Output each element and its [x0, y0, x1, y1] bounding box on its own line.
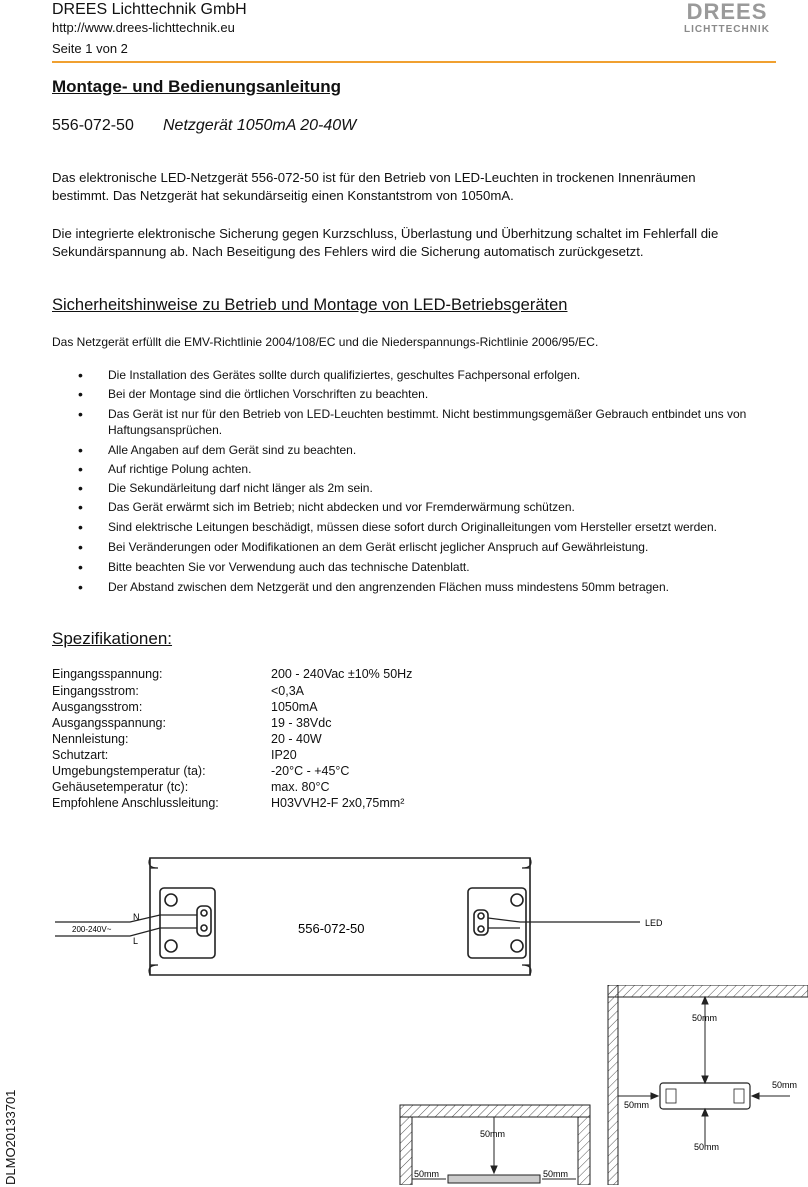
list-item: • Alle Angaben auf dem Gerät sind zu beachten.	[78, 442, 778, 458]
spec-label: Nennleistung:	[52, 732, 129, 746]
intro-paragraph-1: Das elektronische LED-Netzgerät 556-072-50 ist für den Betrieb von LED-Leuchten in trockenen Innenräumen bestimmt. Das Netzgerät hat sekundärseitig einen Konstantstrom von 1050mA.	[52, 170, 696, 203]
spec-label: Ausgangsspannung:	[52, 716, 166, 730]
safety-heading: Sicherheitshinweise zu Betrieb und Montage von LED-Betriebsgeräten	[52, 296, 568, 314]
spec-label: Schutzart:	[52, 748, 109, 762]
device-label: 556-072-50	[298, 921, 365, 936]
page-title: Montage- und Bedienungsanleitung	[52, 77, 341, 96]
page-number: Seite 1 von 2	[52, 41, 128, 56]
list-item: • Das Gerät erwärmt sich im Betrieb; nicht abdecken und vor Fremderwärmung schützen.	[78, 499, 778, 515]
distance-left-label: 50mm	[624, 1100, 650, 1110]
spec-value: 200 - 240Vac ±10% 50Hz	[271, 667, 413, 681]
list-item: • Bei Veränderungen oder Modifikationen an dem Gerät erlischt jeglicher Anspruch auf Gewährleistung.	[78, 539, 778, 555]
distance-ceiling-label: 50mm	[480, 1129, 506, 1139]
distance-wall-left-label: 50mm	[414, 1169, 440, 1179]
spec-value: IP20	[271, 748, 297, 762]
spec-value: max. 80°C	[271, 780, 330, 794]
company-name: DREES Lichttechnik GmbH	[52, 1, 247, 18]
list-item: • Das Gerät ist nur für den Betrieb von LED-Leuchten bestimmt. Nicht bestimmungsgemäßer Gebrauch entbindet uns von Haftungsansprüchen.	[78, 406, 778, 438]
list-item: • Bei der Montage sind die örtlichen Vorschriften zu beachten.	[78, 386, 778, 402]
distance-top-label: 50mm	[692, 1013, 718, 1023]
spec-label: Gehäusetemperatur (tc):	[52, 780, 189, 794]
spec-value: 1050mA	[271, 700, 318, 714]
company-url[interactable]: http://www.drees-lichttechnik.eu	[52, 20, 235, 35]
product-name: Netzgerät 1050mA 20-40W	[163, 117, 357, 134]
spec-value: 20 - 40W	[271, 732, 322, 746]
list-item: • Bitte beachten Sie vor Verwendung auch das technische Datenblatt.	[78, 559, 778, 575]
list-item: • Sind elektrische Leitungen beschädigt, müssen diese sofort durch Originalleitungen vom Hersteller ersetzt werden.	[78, 519, 778, 535]
line-label: L	[133, 936, 139, 946]
spec-label: Eingangsspannung:	[52, 667, 163, 681]
product-number: 556-072-50	[52, 117, 134, 134]
spec-value: -20°C - +45°C	[271, 764, 350, 778]
directive-text: Das Netzgerät erfüllt die EMV-Richtlinie 2004/108/EC und die Niederspannungs-Richtlinie 2006/95/EC.	[52, 335, 599, 349]
list-item: • Die Sekundärleitung darf nicht länger als 2m sein.	[78, 480, 778, 496]
led-output-label: LED	[645, 918, 663, 928]
safety-list	[78, 367, 778, 595]
list-item: • Auf richtige Polung achten.	[78, 461, 778, 477]
distance-wall-right-label: 50mm	[543, 1169, 569, 1179]
spec-value: 19 - 38Vdc	[271, 716, 332, 730]
intro-paragraph-2: Die integrierte elektronische Sicherung gegen Kurzschluss, Überlastung und Überhitzung schaltet im Fehlerfall die Sekundärspannung ab. Nach Beseitigung des Fehlers wird die Sicherung automatisch zurückgesetzt.	[52, 226, 719, 259]
header-divider	[52, 61, 776, 63]
spec-value: <0,3A	[271, 684, 305, 698]
spec-label: Empfohlene Anschlussleitung:	[52, 796, 219, 810]
spec-label: Ausgangsstrom:	[52, 700, 143, 714]
specs-heading: Spezifikationen:	[52, 629, 173, 648]
device-wiring-diagram	[0, 840, 808, 990]
drees-logo	[678, 0, 776, 36]
clearance-diagram	[380, 985, 808, 1185]
document-id: DLMO20133701	[3, 1089, 18, 1185]
list-item: • Die Installation des Gerätes sollte durch qualifiziertes, geschultes Fachpersonal erfolgen.	[78, 367, 778, 383]
spec-value: H03VVH2-F 2x0,75mm²	[271, 796, 405, 810]
logo-sub-text: LICHTTECHNIK	[684, 24, 770, 35]
list-item: • Der Abstand zwischen dem Netzgerät und den angrenzenden Flächen muss mindestens 50mm betragen.	[78, 579, 778, 595]
neutral-label: N	[133, 912, 140, 922]
distance-right-label: 50mm	[772, 1080, 798, 1090]
distance-bottom-label: 50mm	[694, 1142, 720, 1152]
spec-label: Eingangsstrom:	[52, 684, 139, 698]
logo-main-text: DREES	[686, 0, 768, 24]
spec-label: Umgebungstemperatur (ta):	[52, 764, 206, 778]
input-voltage-label: 200-240V~	[72, 925, 112, 934]
